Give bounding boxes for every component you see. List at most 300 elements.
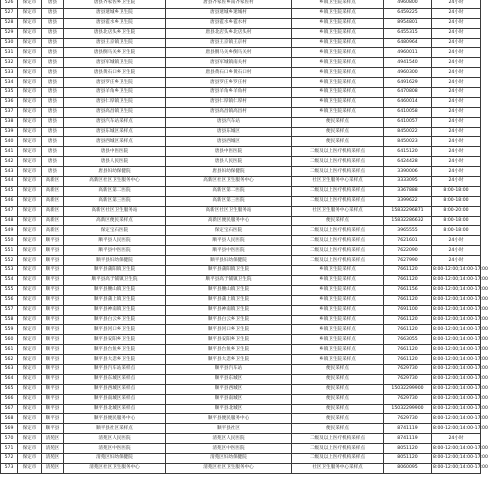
- cell-address: 唐县王京镇王京村: [166, 38, 292, 48]
- cell-index: 528: [1, 18, 18, 28]
- cell-site-type: 乡镇卫生院采样点: [292, 305, 384, 315]
- cell-address: 顺平县蒲上镇卫生院: [166, 295, 292, 305]
- table-row: [1, 295, 481, 305]
- cell-index: 571: [1, 444, 18, 454]
- cell-address: 唐县人民医院: [166, 157, 292, 167]
- cell-city: 保定市: [18, 364, 42, 374]
- cell-hours: 8:00-12:00;14:00-17:00: [432, 275, 481, 285]
- cell-city: 保定市: [18, 107, 42, 117]
- cell-site-type: 乡镇卫生院采样点: [292, 38, 384, 48]
- cell-city: 保定市: [18, 404, 42, 414]
- cell-city: 保定市: [18, 78, 42, 88]
- cell-site-name: 顺平县蒲上镇卫生院: [64, 295, 166, 305]
- cell-hours: 8:00-18:00: [432, 226, 481, 236]
- cell-index: 570: [1, 434, 18, 444]
- cell-phone: 7621601: [384, 236, 432, 246]
- cell-index: 531: [1, 48, 18, 58]
- cell-county: 顺平县: [42, 394, 64, 404]
- cell-address: 顺平县南城区: [166, 394, 292, 404]
- cell-site-type: 社区卫生服务中心采样点: [292, 463, 384, 473]
- cell-index: 530: [1, 38, 18, 48]
- cell-city: 保定市: [18, 374, 42, 384]
- cell-address: 清苑区社区卫生服务中心: [166, 463, 292, 473]
- table-row: [1, 0, 481, 8]
- table-row: [1, 335, 481, 345]
- cell-address: 唐县妇幼保健院: [166, 167, 292, 177]
- cell-phone: 7629730: [384, 364, 432, 374]
- cell-hours: 8:00-18:00: [432, 186, 481, 196]
- cell-site-type: 社区卫生服务中心采样点: [292, 206, 384, 216]
- cell-hours: 8:00-12:00;14:00-17:00: [432, 374, 481, 384]
- cell-site-type: 乡镇卫生院采样点: [292, 335, 384, 345]
- cell-site-type: 乡镇卫生院采样点: [292, 58, 384, 68]
- table-row: [1, 444, 481, 454]
- cell-address: 顺平县便民服务中心: [166, 414, 292, 424]
- cell-city: 保定市: [18, 186, 42, 196]
- cell-city: 保定市: [18, 177, 42, 187]
- cell-index: 550: [1, 236, 18, 246]
- cell-city: 保定市: [18, 157, 42, 167]
- cell-index: 538: [1, 117, 18, 127]
- cell-county: 高新区: [42, 196, 64, 206]
- cell-county: 高新区: [42, 216, 64, 226]
- cell-index: 564: [1, 374, 18, 384]
- cell-county: 唐县: [42, 137, 64, 147]
- cell-hours: 24小时: [432, 256, 481, 266]
- cell-index: 533: [1, 68, 18, 78]
- cell-county: 顺平县: [42, 355, 64, 365]
- cell-index: 532: [1, 58, 18, 68]
- cell-phone: 6410057: [384, 117, 432, 127]
- cell-site-name: 清苑区社区卫生服务中心: [64, 463, 166, 473]
- cell-site-type: 便民采样点: [292, 364, 384, 374]
- cell-index: 539: [1, 127, 18, 137]
- cell-county: 唐县: [42, 8, 64, 18]
- cell-site-name: 高新区便民采样点: [64, 216, 166, 226]
- cell-index: 563: [1, 364, 18, 374]
- cell-city: 保定市: [18, 196, 42, 206]
- cell-county: 高新区: [42, 177, 64, 187]
- table-row: [1, 424, 481, 434]
- cell-hours: 8:00-12:00;14:00-17:00: [432, 285, 481, 295]
- cell-site-name: 唐县妇幼保健院: [64, 167, 166, 177]
- cell-county: 唐县: [42, 88, 64, 98]
- cell-phone: 8741119: [384, 434, 432, 444]
- cell-phone: 7622090: [384, 246, 432, 256]
- table-row: [1, 88, 481, 98]
- cell-site-name: 顺平县高于铺镇卫生院: [64, 275, 166, 285]
- table-row: [1, 127, 481, 137]
- cell-address: 顺平县北城区: [166, 404, 292, 414]
- table-row: [1, 147, 481, 157]
- cell-site-name: 唐县汽车站采样点: [64, 117, 166, 127]
- cell-site-name: 顺平县安阳乡卫生院: [64, 335, 166, 345]
- cell-index: 545: [1, 186, 18, 196]
- table-row: [1, 78, 481, 88]
- cell-address: 高新区社区卫生服务中心: [166, 177, 292, 187]
- cell-address: 顺平县中医医院: [166, 246, 292, 256]
- cell-site-type: 乡镇卫生院采样点: [292, 355, 384, 365]
- table-row: [1, 18, 481, 28]
- table-row: [1, 117, 481, 127]
- cell-city: 保定市: [18, 18, 42, 28]
- cell-site-name: 唐县仁厚镇卫生院: [64, 97, 166, 107]
- cell-county: 顺平县: [42, 364, 64, 374]
- cell-address: 高新区第三医院: [166, 196, 292, 206]
- table-row: [1, 404, 481, 414]
- table-row: [1, 305, 481, 315]
- cell-hours: 24小时: [432, 88, 481, 98]
- cell-hours: 8:00-12:00;14:00-17:00: [432, 266, 481, 276]
- cell-index: 549: [1, 226, 18, 236]
- cell-city: 保定市: [18, 147, 42, 157]
- table-row: [1, 216, 481, 226]
- cell-phone: 7629730: [384, 374, 432, 384]
- cell-phone: 7661120: [384, 345, 432, 355]
- table-row: [1, 266, 481, 276]
- cell-index: 562: [1, 355, 18, 365]
- cell-phone: 8051120: [384, 444, 432, 454]
- table-row: [1, 463, 481, 473]
- cell-address: 顺平县汽车站: [166, 364, 292, 374]
- cell-address: 顺平县人民医院: [166, 236, 292, 246]
- cell-county: 唐县: [42, 18, 64, 28]
- cell-city: 保定市: [18, 8, 42, 18]
- cell-phone: 6455315: [384, 28, 432, 38]
- cell-site-type: 二级及以上医疗机构采样点: [292, 256, 384, 266]
- table-row: [1, 137, 481, 147]
- cell-index: 544: [1, 177, 18, 187]
- cell-index: 527: [1, 8, 18, 18]
- cell-county: 顺平县: [42, 414, 64, 424]
- cell-hours: 8:00-12:00;14:00-17:00: [432, 305, 481, 315]
- cell-phone: 8741119: [384, 424, 432, 434]
- cell-site-name: 保定宝石医院: [64, 226, 166, 236]
- cell-phone: 15032299900: [384, 384, 432, 394]
- cell-city: 保定市: [18, 424, 42, 434]
- cell-county: 顺平县: [42, 236, 64, 246]
- cell-phone: 3399622: [384, 196, 432, 206]
- cell-site-name: 顺平县东城区采样点: [64, 374, 166, 384]
- cell-county: 唐县: [42, 48, 64, 58]
- cell-index: 540: [1, 137, 18, 147]
- cell-city: 保定市: [18, 394, 42, 404]
- table-row: [1, 384, 481, 394]
- table-row: [1, 157, 481, 167]
- cell-county: 顺平县: [42, 285, 64, 295]
- cell-phone: 4960011: [384, 48, 432, 58]
- cell-phone: 7661156: [384, 285, 432, 295]
- cell-city: 保定市: [18, 325, 42, 335]
- cell-index: 565: [1, 384, 18, 394]
- table-row: [1, 8, 481, 18]
- cell-hours: 24小时: [432, 434, 481, 444]
- cell-site-type: 二级及以上医疗机构采样点: [292, 453, 384, 463]
- cell-city: 保定市: [18, 137, 42, 147]
- cell-site-type: 二级及以上医疗机构采样点: [292, 246, 384, 256]
- cell-site-name: 清苑区人民医院: [64, 434, 166, 444]
- cell-address: 唐县黄石口乡黄石口村: [166, 68, 292, 78]
- cell-index: 543: [1, 167, 18, 177]
- table-row: [1, 325, 481, 335]
- cell-phone: 7661120: [384, 315, 432, 325]
- table-row: [1, 414, 481, 424]
- cell-site-name: 高新区社区卫生服务中心: [64, 177, 166, 187]
- cell-phone: 7629730: [384, 414, 432, 424]
- cell-city: 保定市: [18, 266, 42, 276]
- cell-index: 537: [1, 107, 18, 117]
- cell-site-type: 乡镇卫生院采样点: [292, 275, 384, 285]
- cell-site-name: 唐县羊角乡卫生院: [64, 88, 166, 98]
- cell-county: 唐县: [42, 68, 64, 78]
- cell-index: 546: [1, 196, 18, 206]
- cell-county: 顺平县: [42, 374, 64, 384]
- cell-site-name: 顺平县便民服务中心: [64, 414, 166, 424]
- cell-county: 唐县: [42, 117, 64, 127]
- cell-hours: 24小时: [432, 246, 481, 256]
- cell-county: 顺平县: [42, 256, 64, 266]
- cell-hours: 24小时: [432, 167, 481, 177]
- cell-site-type: 乡镇卫生院采样点: [292, 266, 384, 276]
- cell-city: 保定市: [18, 68, 42, 78]
- table-row: [1, 177, 481, 187]
- cell-address: 顺平县东城区: [166, 374, 292, 384]
- cell-address: 顺平县台鱼乡卫生院: [166, 345, 292, 355]
- cell-address: 顺平县安阳乡卫生院: [166, 335, 292, 345]
- cell-site-type: 二级及以上医疗机构采样点: [292, 434, 384, 444]
- cell-phone: 3965555: [384, 226, 432, 236]
- cell-county: 顺平县: [42, 305, 64, 315]
- cell-hours: 24小时: [432, 38, 481, 48]
- cell-hours: 24小时: [432, 0, 481, 8]
- cell-site-name: 顺平县腰山镇卫生院: [64, 285, 166, 295]
- cell-site-name: 高新区社区卫生服务站: [64, 206, 166, 216]
- cell-site-type: 便民采样点: [292, 384, 384, 394]
- table-row: [1, 256, 481, 266]
- cell-city: 保定市: [18, 226, 42, 236]
- cell-county: 唐县: [42, 38, 64, 48]
- cell-city: 保定市: [18, 335, 42, 345]
- cell-hours: 8:00-12:00;14:00-17:00: [432, 444, 481, 454]
- cell-county: 唐县: [42, 107, 64, 117]
- cell-city: 保定市: [18, 275, 42, 285]
- cell-index: 553: [1, 266, 18, 276]
- table-row: [1, 196, 481, 206]
- table-row: [1, 345, 481, 355]
- cell-county: 顺平县: [42, 404, 64, 414]
- cell-phone: 7661120: [384, 355, 432, 365]
- cell-city: 保定市: [18, 167, 42, 177]
- table-row: [1, 285, 481, 295]
- table-row: [1, 206, 481, 216]
- table-row: [1, 236, 481, 246]
- cell-site-name: 唐县高昌镇卫生院: [64, 107, 166, 117]
- cell-site-type: 乡镇卫生院采样点: [292, 68, 384, 78]
- cell-site-type: 乡镇卫生院采样点: [292, 48, 384, 58]
- cell-address: 顺平县高于铺镇卫生院: [166, 275, 292, 285]
- cell-city: 保定市: [18, 206, 42, 216]
- cell-phone: 7661120: [384, 295, 432, 305]
- cell-site-name: 顺平县社区采样点: [64, 424, 166, 434]
- cell-phone: 7661120: [384, 266, 432, 276]
- cell-phone: 15832286632: [384, 216, 432, 226]
- cell-site-type: 乡镇卫生院采样点: [292, 295, 384, 305]
- cell-site-type: 便民采样点: [292, 394, 384, 404]
- cell-index: 568: [1, 414, 18, 424]
- cell-site-type: 便民采样点: [292, 414, 384, 424]
- cell-city: 保定市: [18, 256, 42, 266]
- cell-phone: 4960300: [384, 68, 432, 78]
- cell-site-name: 清苑区妇幼保健院: [64, 453, 166, 463]
- cell-county: 顺平县: [42, 315, 64, 325]
- cell-county: 唐县: [42, 0, 64, 8]
- cell-address: 唐县倒马关乡倒马关村: [166, 48, 292, 58]
- cell-site-type: 乡镇卫生院采样点: [292, 325, 384, 335]
- cell-hours: 8:00-20:00: [432, 206, 481, 216]
- cell-hours: 24小时: [432, 97, 481, 107]
- cell-hours: 8:00-12:00;14:00-17:00: [432, 295, 481, 305]
- cell-index: 554: [1, 275, 18, 285]
- cell-county: 高新区: [42, 186, 64, 196]
- cell-city: 保定市: [18, 117, 42, 127]
- cell-county: 清苑区: [42, 463, 64, 473]
- cell-site-name: 唐县迷城乡卫生院: [64, 8, 166, 18]
- cell-phone: 6460014: [384, 97, 432, 107]
- cell-site-type: 二级及以上医疗机构采样点: [292, 186, 384, 196]
- cell-address: 唐县羊角乡羊角村: [166, 88, 292, 98]
- cell-address: 顺平县妇幼保健院: [166, 256, 292, 266]
- table-row: [1, 167, 481, 177]
- cell-phone: 15832296871: [384, 206, 432, 216]
- cell-index: 555: [1, 285, 18, 295]
- cell-site-type: 乡镇卫生院采样点: [292, 107, 384, 117]
- cell-county: 清苑区: [42, 444, 64, 454]
- cell-city: 保定市: [18, 315, 42, 325]
- cell-address: 唐县迷城乡迷城村: [166, 8, 292, 18]
- cell-hours: 8:00-12:00;14:00-17:00: [432, 355, 481, 365]
- cell-site-name: 顺平县神南镇卫生院: [64, 305, 166, 315]
- cell-hours: 8:00-12:00;14:00-17:00: [432, 325, 481, 335]
- cell-site-type: 乡镇卫生院采样点: [292, 18, 384, 28]
- cell-site-type: 乡镇卫生院采样点: [292, 78, 384, 88]
- table-row: [1, 48, 481, 58]
- cell-index: 572: [1, 453, 18, 463]
- cell-address: 唐县高昌镇高昌村: [166, 107, 292, 117]
- cell-phone: 4941540: [384, 58, 432, 68]
- cell-address: 高新区社区卫生服务站: [166, 206, 292, 216]
- cell-index: 552: [1, 256, 18, 266]
- cell-hours: 24小时: [432, 236, 481, 246]
- cell-site-name: 唐县雹水乡卫生院: [64, 18, 166, 28]
- cell-index: 536: [1, 97, 18, 107]
- cell-phone: 8051120: [384, 453, 432, 463]
- cell-site-type: 社区卫生服务中心采样点: [292, 177, 384, 187]
- cell-index: 548: [1, 216, 18, 226]
- cell-hours: 8:00-18:00: [432, 216, 481, 226]
- cell-city: 保定市: [18, 414, 42, 424]
- cell-address: 唐县雹水乡雹水村: [166, 18, 292, 28]
- table-row: [1, 107, 481, 117]
- cell-county: 唐县: [42, 97, 64, 107]
- cell-address: 唐县中医医院: [166, 147, 292, 157]
- cell-city: 保定市: [18, 305, 42, 315]
- cell-hours: 24小时: [432, 58, 481, 68]
- cell-hours: 24小时: [432, 137, 481, 147]
- table-row: [1, 355, 481, 365]
- cell-address: 高新区第二医院: [166, 186, 292, 196]
- cell-site-name: 顺平县大悲乡卫生院: [64, 355, 166, 365]
- cell-phone: 6424428: [384, 157, 432, 167]
- table-row: [1, 97, 481, 107]
- cell-site-type: 二级及以上医疗机构采样点: [292, 444, 384, 454]
- cell-index: 526: [1, 0, 18, 8]
- cell-county: 顺平县: [42, 266, 64, 276]
- table-row: [1, 453, 481, 463]
- cell-address: 清苑区中医医院: [166, 444, 292, 454]
- cell-site-type: 便民采样点: [292, 404, 384, 414]
- table-row: [1, 186, 481, 196]
- cell-phone: 7691100: [384, 305, 432, 315]
- cell-phone: 6480964: [384, 38, 432, 48]
- cell-phone: 8954801: [384, 18, 432, 28]
- table-row: [1, 58, 481, 68]
- cell-hours: 24小时: [432, 28, 481, 38]
- cell-county: 顺平县: [42, 295, 64, 305]
- cell-city: 保定市: [18, 453, 42, 463]
- cell-city: 保定市: [18, 444, 42, 454]
- cell-site-name: 唐县人民医院: [64, 157, 166, 167]
- cell-county: 唐县: [42, 147, 64, 157]
- cell-county: 顺平县: [42, 275, 64, 285]
- cell-site-type: 乡镇卫生院采样点: [292, 315, 384, 325]
- cell-index: 542: [1, 157, 18, 167]
- cell-address: 顺平县白云乡卫生院: [166, 315, 292, 325]
- cell-address: 顺平县神南镇卫生院: [166, 305, 292, 315]
- cell-city: 保定市: [18, 246, 42, 256]
- cell-site-type: 二级及以上医疗机构采样点: [292, 157, 384, 167]
- cell-index: 561: [1, 345, 18, 355]
- cell-county: 唐县: [42, 28, 64, 38]
- table-row: [1, 275, 481, 285]
- cell-phone: 8450022: [384, 127, 432, 137]
- cell-address: 唐县仁厚镇仁厚村: [166, 97, 292, 107]
- cell-hours: 8:00-12:00;14:00-17:00: [432, 315, 481, 325]
- cell-city: 保定市: [18, 434, 42, 444]
- cell-index: 541: [1, 147, 18, 157]
- cell-phone: 6459225: [384, 8, 432, 18]
- cell-county: 高新区: [42, 226, 64, 236]
- cell-site-name: 顺平县中医医院: [64, 246, 166, 256]
- cell-site-name: 顺平县南城区采样点: [64, 394, 166, 404]
- cell-site-name: 唐县东城区采样点: [64, 127, 166, 137]
- cell-phone: 8060095: [384, 463, 432, 473]
- table-row: [1, 68, 481, 78]
- cell-site-type: 便民采样点: [292, 137, 384, 147]
- cell-site-name: 唐县北店头乡卫生院: [64, 28, 166, 38]
- cell-city: 保定市: [18, 97, 42, 107]
- cell-hours: 8:00-12:00;14:00-17:00: [432, 414, 481, 424]
- table-row: [1, 246, 481, 256]
- cell-city: 保定市: [18, 295, 42, 305]
- cell-phone: 4960800: [384, 0, 432, 8]
- cell-hours: 8:00-12:00;14:00-17:00: [432, 424, 481, 434]
- cell-phone: 7661120: [384, 325, 432, 335]
- cell-address: 高新区便民服务中心: [166, 216, 292, 226]
- cell-hours: 24小时: [432, 117, 481, 127]
- cell-site-type: 乡镇卫生院采样点: [292, 97, 384, 107]
- cell-site-type: 便民采样点: [292, 424, 384, 434]
- cell-county: 顺平县: [42, 424, 64, 434]
